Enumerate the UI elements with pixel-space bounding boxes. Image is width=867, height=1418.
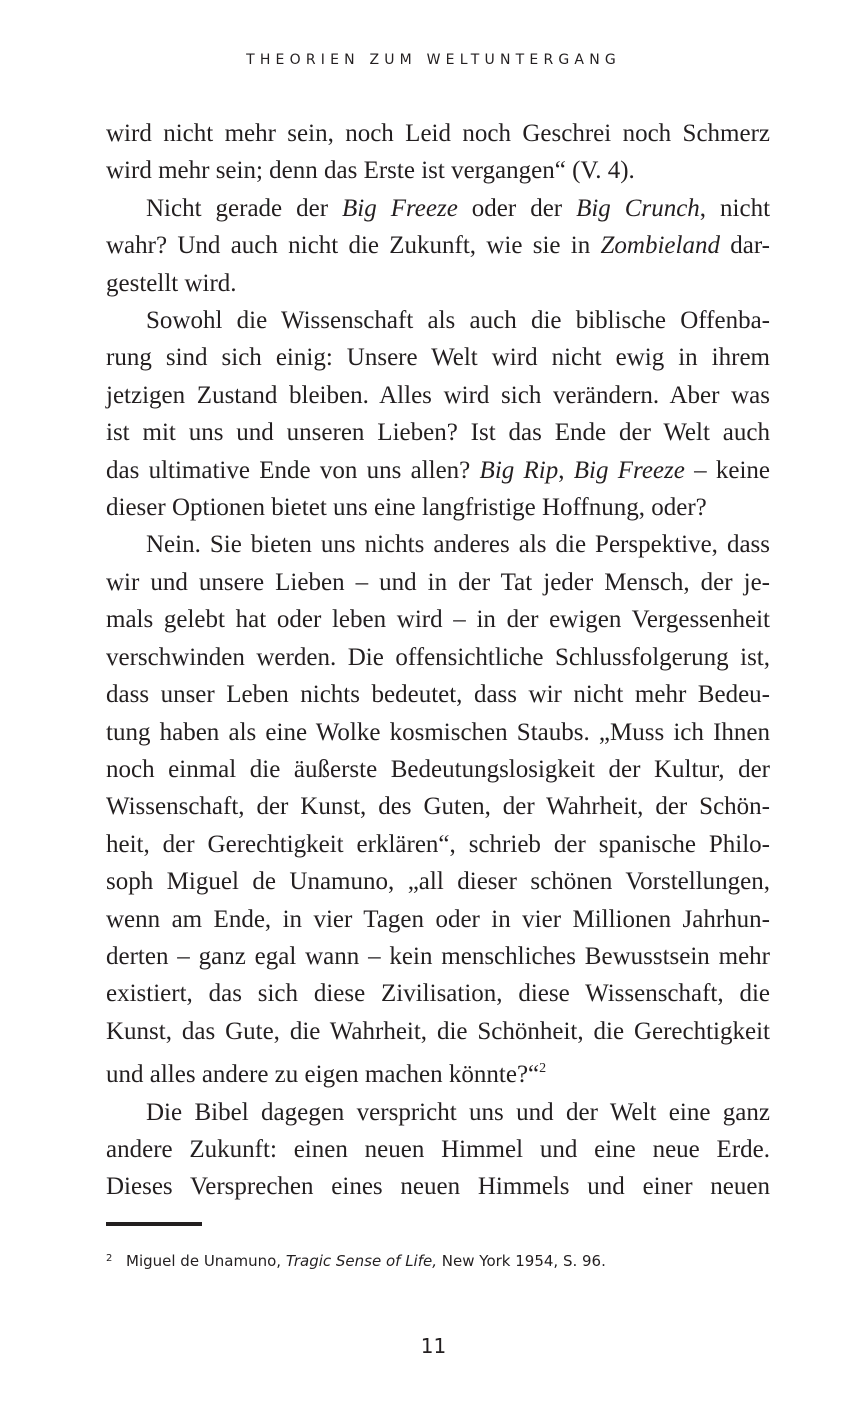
text-line bbox=[106, 1168, 770, 1205]
text-run: wahr? Und auch nicht die Zukunft, wie sie in bbox=[106, 232, 601, 260]
text-run: dar- bbox=[719, 232, 770, 260]
text-line bbox=[106, 1094, 770, 1131]
text-line bbox=[106, 302, 770, 339]
text-line bbox=[106, 1013, 770, 1050]
text-line bbox=[106, 639, 770, 676]
text-run: derten – ganz egal wann – kein menschliches Bewusstsein mehr bbox=[106, 942, 770, 970]
text-line bbox=[106, 227, 770, 264]
text-run: und alles andere zu eigen machen könnte?“ bbox=[106, 1061, 540, 1089]
text-line bbox=[106, 265, 770, 302]
text-line bbox=[106, 564, 770, 601]
text-run: wird nicht mehr sein, noch Leid noch Geschrei noch Schmerz bbox=[106, 120, 770, 147]
text-run: existiert, das sich diese Zivilisation, diese Wissenschaft, die bbox=[106, 980, 770, 1008]
text-line bbox=[106, 788, 770, 825]
italic-text: Big Rip bbox=[479, 456, 559, 484]
text-line bbox=[106, 826, 770, 863]
footnote-number: 2 bbox=[106, 1253, 113, 1264]
text-run: heit, der Gerechtigkeit erklären“, schrieb der spanische Philo- bbox=[106, 830, 770, 858]
text-line bbox=[106, 115, 770, 152]
text-line bbox=[106, 676, 770, 713]
footnote-reference: 2 bbox=[539, 1061, 547, 1077]
text-run: dieser Optionen bietet uns eine langfristige Hoffnung, oder? bbox=[106, 494, 707, 522]
text-run: Kunst, das Gute, die Wahrheit, die Schönheit, die Gerechtigkeit bbox=[106, 1017, 770, 1045]
text-run: wir und unsere Lieben – und in der Tat jeder Mensch, der je- bbox=[106, 568, 770, 596]
text-run: tung haben als eine Wolke kosmischen Staubs. „Muss ich Ihnen bbox=[106, 718, 770, 746]
text-run: mals gelebt hat oder leben wird – in der ewigen Vergessenheit bbox=[106, 606, 770, 634]
text-line bbox=[106, 339, 770, 376]
text-line bbox=[106, 714, 770, 751]
text-run: Sowohl die Wissenschaft als auch die biblische Offenba- bbox=[146, 307, 770, 335]
text-run: das ultimative Ende von uns allen? bbox=[106, 456, 480, 484]
text-line bbox=[106, 190, 770, 227]
text-run: – keine bbox=[684, 456, 771, 484]
italic-text: Zombieland bbox=[600, 232, 720, 260]
text-run: ist mit uns und unseren Lieben? Ist das Ende der Welt auch bbox=[106, 419, 770, 447]
text-run: Nein. Sie bieten uns nichts anderes als die Perspektive, dass bbox=[146, 531, 770, 559]
footnote bbox=[106, 1248, 770, 1272]
text-run: verschwinden werden. Die offensichtliche Schlussfolgerung ist, bbox=[106, 643, 770, 671]
text-line bbox=[106, 938, 770, 975]
text-line bbox=[106, 526, 770, 563]
text-run: noch einmal die äußerste Bedeutungslosigkeit der Kultur, der bbox=[106, 755, 770, 783]
text-line bbox=[106, 377, 770, 414]
text-run: soph Miguel de Unamuno, „all dieser schönen Vorstellungen, bbox=[106, 868, 770, 896]
text-run: Wissenschaft, der Kunst, des Guten, der Wahrheit, der Schön- bbox=[106, 793, 770, 821]
italic-text: Big Freeze bbox=[573, 456, 685, 484]
footnote-rule bbox=[106, 1222, 202, 1226]
text-line bbox=[106, 975, 770, 1012]
text-run: dass unser Leben nichts bedeutet, dass wir nicht mehr Bedeu- bbox=[106, 681, 770, 709]
text-line bbox=[106, 863, 770, 900]
text-run: Miguel de Unamuno, bbox=[126, 1252, 286, 1270]
text-line bbox=[106, 152, 770, 189]
text-line bbox=[106, 1050, 770, 1093]
text-run: wenn am Ende, in vier Tagen oder in vier Millionen Jahrhun- bbox=[106, 905, 770, 933]
running-head: THEORIEN ZUM WELTUNTERGANG bbox=[246, 52, 621, 68]
text-run: Nicht gerade der bbox=[146, 194, 343, 222]
text-line bbox=[106, 489, 770, 526]
page-number: 11 bbox=[420, 1334, 447, 1358]
text-run: , bbox=[558, 456, 574, 484]
text-run: jetzigen Zustand bleiben. Alles wird sich verändern. Aber was bbox=[106, 381, 770, 409]
text-line bbox=[106, 601, 770, 638]
text-line bbox=[106, 901, 770, 938]
italic-text: Big Freeze bbox=[342, 194, 458, 222]
text-line bbox=[106, 751, 770, 788]
text-line bbox=[106, 414, 770, 451]
italic-text: Tragic Sense of Life, bbox=[285, 1252, 438, 1270]
footnote-text bbox=[126, 1252, 606, 1270]
italic-text: Big Crunch bbox=[576, 194, 700, 222]
text-run: gestellt wird. bbox=[106, 269, 237, 297]
text-line bbox=[106, 452, 770, 489]
text-run: andere Zukunft: einen neuen Himmel und eine neue Erde. bbox=[106, 1135, 770, 1163]
text-run: wird mehr sein; denn das Erste ist vergangen“ (V. 4). bbox=[106, 157, 635, 185]
text-run: Die Bibel dagegen verspricht uns und der Welt eine ganz bbox=[146, 1098, 770, 1126]
text-run: oder der bbox=[457, 194, 577, 222]
body-text bbox=[106, 115, 770, 1206]
text-run: rung sind sich einig: Unsere Welt wird nicht ewig in ihrem bbox=[106, 344, 770, 372]
text-run: , nicht bbox=[699, 194, 771, 222]
text-run: Dieses Versprechen eines neuen Himmels und einer neuen bbox=[106, 1173, 770, 1201]
text-line bbox=[106, 1131, 770, 1168]
text-run: New York 1954, S. 96. bbox=[437, 1252, 606, 1270]
